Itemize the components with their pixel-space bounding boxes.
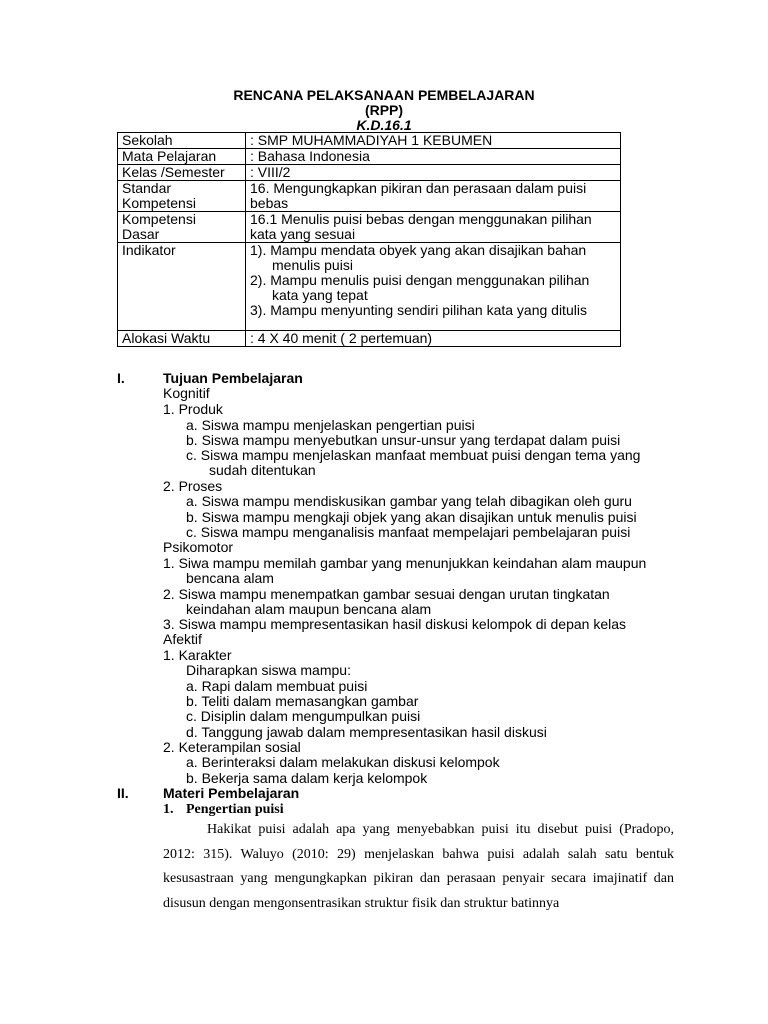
text-line: II. [117, 785, 129, 801]
row-value [246, 212, 621, 243]
text-line: a. Rapi dalam membuat puisi [186, 678, 368, 694]
table-cell-line: : VIII/2 [250, 164, 291, 180]
pengertian-puisi-paragraph [163, 818, 674, 916]
row-label [118, 165, 246, 181]
spacer-cell [118, 318, 246, 331]
paragraph-text [163, 818, 674, 916]
text-line: a. Siswa mampu mendiskusikan gambar yang telah dibagikan oleh guru [186, 493, 632, 509]
indikator-item: menulis puisi [272, 257, 353, 273]
text-line: Materi Pembelajaran [163, 785, 300, 801]
text-line: a. Berinteraksi dalam melakukan diskusi kelompok [186, 754, 500, 770]
text-line: 2. Keterampilan sosial [163, 739, 301, 755]
text-line: Psikomotor [163, 539, 234, 555]
table-row [118, 181, 621, 212]
row-value [246, 165, 621, 181]
text-line: 1. Karakter [163, 647, 232, 663]
row-value [246, 181, 621, 212]
row-label: Alokasi Waktu [118, 331, 246, 347]
indikator-item: kata yang tepat [272, 287, 368, 303]
text-line: c. Siswa mampu menganalisis manfaat mempelajari pembelajaran puisi [186, 524, 631, 540]
row-label [118, 133, 246, 149]
paragraph-line: secara imajinatif dan disusun dengan mengonsentrasikan struktur fisik dan [163, 871, 675, 911]
text-line: bencana alam [186, 570, 274, 586]
text-line: Tujuan Pembelajaran [163, 370, 303, 386]
text-line: Kognitif [163, 385, 210, 401]
paragraph-line: Hakikat puisi adalah apa yang menyebabkan puisi itu disebut puisi [207, 822, 613, 837]
table-row [118, 212, 621, 243]
identity-table [117, 132, 621, 347]
row-label [118, 181, 246, 212]
table-row [118, 165, 621, 181]
text-line: Pengertian puisi [186, 802, 284, 817]
table-cell-line: Kelas /Semester [122, 164, 225, 180]
row-value: : 4 X 40 menit ( 2 pertemuan) [246, 331, 621, 347]
text-line: d. Tanggung jawab dalam mempresentasikan hasil diskusi [186, 724, 547, 740]
text-line: I. [117, 370, 125, 386]
text-line: 2. Siswa mampu menempatkan gambar sesuai dengan urutan tingkatan [163, 586, 610, 602]
text-line: a. Siswa mampu menjelaskan pengertian puisi [186, 417, 475, 433]
table-row [118, 149, 621, 165]
paragraph-line: satu bentuk kesusastraan yang mengungkapkan pikiran dan perasaan penyair [163, 846, 674, 886]
text-line: Afektif [163, 631, 202, 647]
table-cell-line: : Bahasa Indonesia [250, 148, 370, 164]
table-row-alokasi [118, 331, 621, 347]
table-cell-line: Standar [122, 180, 172, 196]
text-line: Diharapkan siswa mampu: [186, 662, 351, 678]
text-line: 1. [163, 802, 174, 817]
row-label: Indikator [118, 243, 246, 319]
table-cell-line: bebas [250, 195, 289, 211]
row-label [118, 149, 246, 165]
indikator-item: 1). Mampu mendata obyek yang akan disajikan bahan [250, 242, 587, 258]
table-cell-line: Mata Pelajaran [122, 148, 217, 164]
text-line: sudah ditentukan [209, 462, 316, 478]
table-cell-line: 16.1 Menulis puisi bebas dengan menggunakan pilihan [250, 211, 592, 227]
table-cell-line: Kompetensi [122, 211, 196, 227]
row-value [246, 149, 621, 165]
paragraph-line: struktur batinnya [463, 895, 560, 911]
table-cell-line: Sekolah [122, 132, 173, 148]
document-subtitle: (RPP) [364, 102, 404, 118]
document-title: RENCANA PELAKSANAAN PEMBELAJARAN [233, 87, 535, 103]
table-cell-line: Kompetensi [122, 195, 196, 211]
table-row-indikator [118, 243, 621, 319]
text-line: b. Teliti dalam memasangkan gambar [186, 693, 419, 709]
paragraph-line: (Pradopo, 2012: 315). Waluyo (2010: 29) menjelaskan bahwa puisi adalah salah [163, 822, 675, 862]
kd-code: K.D.16.1 [356, 117, 412, 133]
table-cell-line: : SMP MUHAMMADIYAH 1 KEBUMEN [250, 132, 493, 148]
text-line: b. Bekerja sama dalam kerja kelompok [186, 770, 428, 786]
indikator-list [246, 243, 621, 319]
text-line: 3. Siswa mampu mempresentasikan hasil diskusi kelompok di depan kelas [163, 616, 626, 632]
text-line: 1. Produk [163, 401, 223, 417]
table-row [118, 133, 621, 149]
indikator-item: 2). Mampu menulis puisi dengan menggunakan pilihan [250, 272, 590, 288]
text-line: b. Siswa mampu mengkaji objek yang akan disajikan untuk menulis puisi [186, 509, 637, 525]
text-line: c. Siswa mampu menjelaskan manfaat membuat puisi dengan tema yang [186, 447, 641, 463]
text-line: b. Siswa mampu menyebutkan unsur-unsur yang terdapat dalam puisi [186, 432, 621, 448]
indikator-item: 3). Mampu menyunting sendiri pilihan kata yang ditulis [250, 302, 587, 318]
row-value [246, 133, 621, 149]
table-cell-line: Dasar [122, 226, 160, 242]
table-cell-line: kata yang sesuai [250, 226, 356, 242]
text-line: 2. Proses [163, 478, 223, 494]
text-line: 1. Siwa mampu memilah gambar yang menunjukkan keindahan alam maupun [163, 555, 647, 571]
text-line: keindahan alam maupun bencana alam [186, 601, 432, 617]
spacer-cell [246, 318, 621, 331]
row-label [118, 212, 246, 243]
table-cell-line: 16. Mengungkapkan pikiran dan perasaan dalam puisi [250, 180, 587, 196]
text-line: c. Disiplin dalam mengumpulkan puisi [186, 708, 421, 724]
